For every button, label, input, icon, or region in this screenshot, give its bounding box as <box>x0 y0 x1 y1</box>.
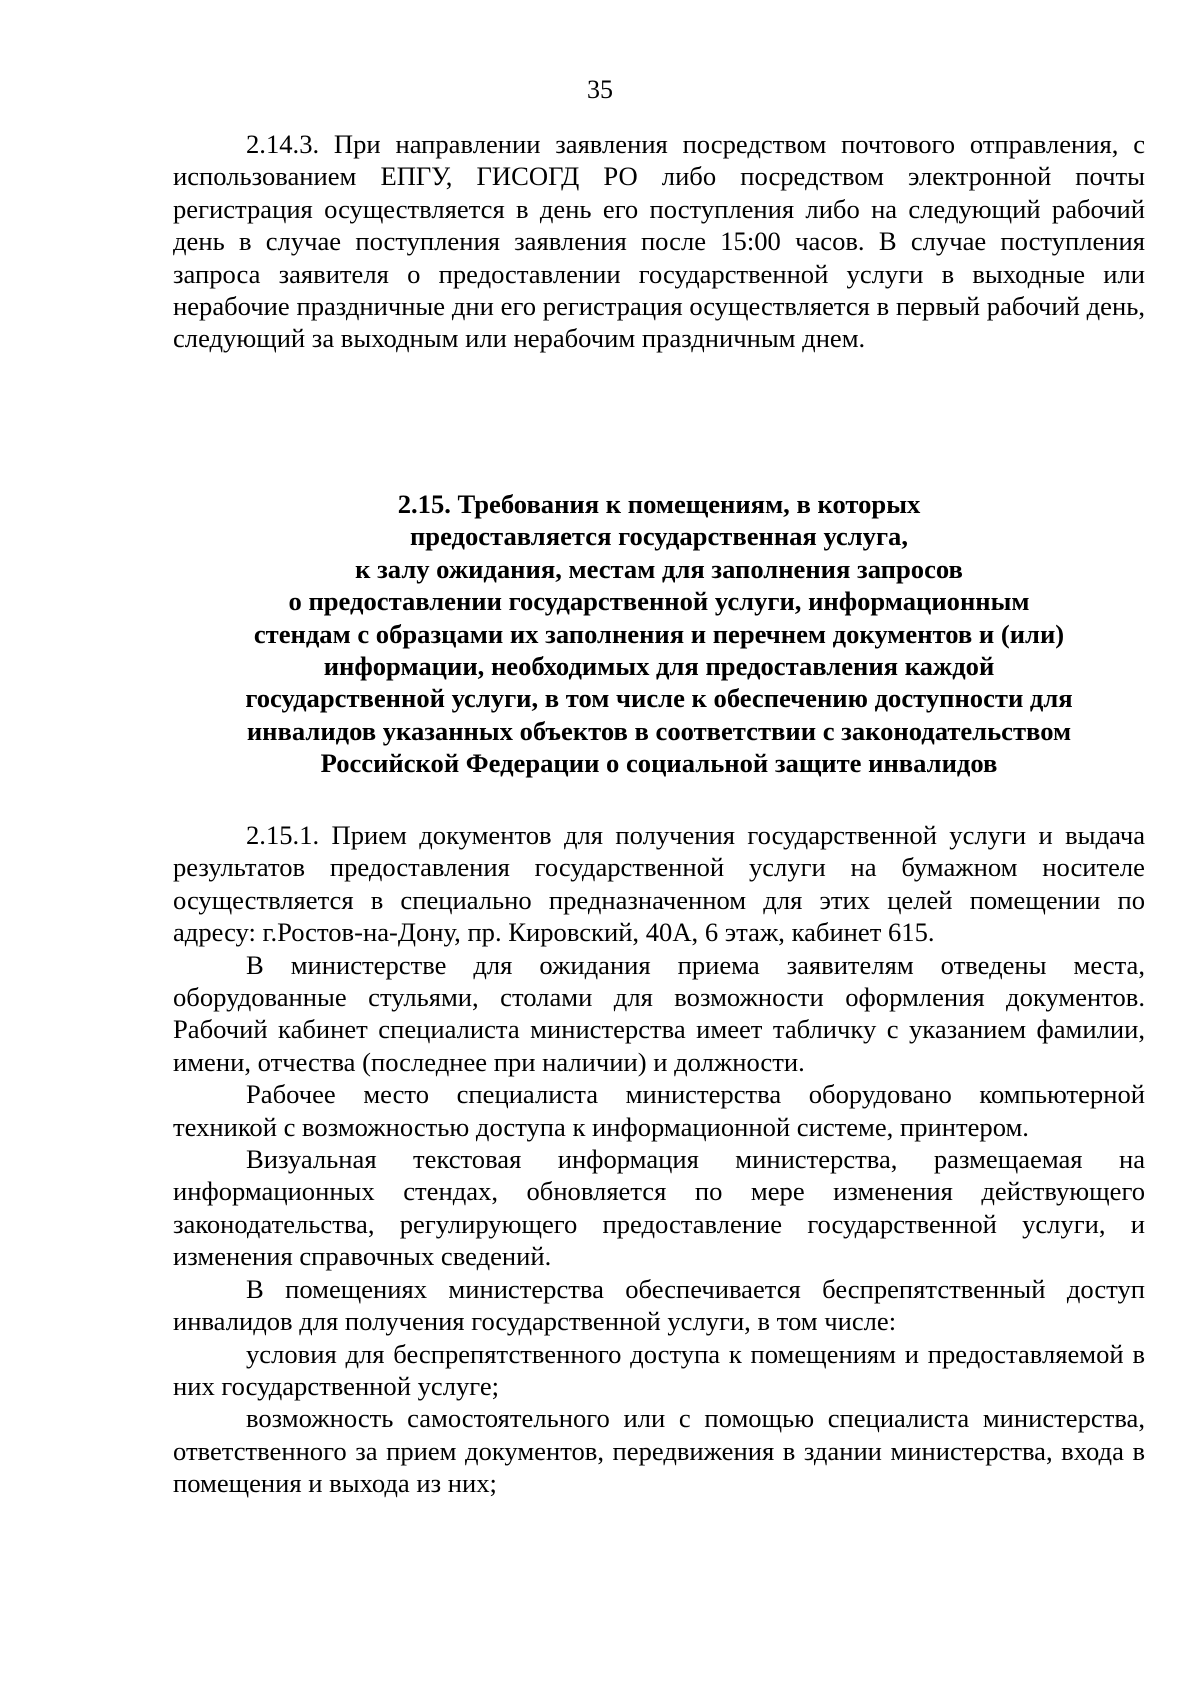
list-item-access-conditions: условия для беспрепятственного доступа к помещениям и предоставляемой в них государственной услуге; <box>173 1338 1145 1401</box>
paragraph-accessibility: В помещениях министерства обеспечивается беспрепятственный доступ инвалидов для получения государственной услуги, в том числе: <box>173 1273 1145 1337</box>
heading-line: к залу ожидания, местам для заполнения запросов <box>355 553 963 584</box>
paragraph-workplace: Рабочее место специалиста министерства оборудовано компьютерной техникой с возможностью доступа к информационной системе, принтером. <box>173 1079 1145 1142</box>
heading-line: информации, необходимых для предоставления каждой <box>323 651 995 682</box>
heading-line: государственной услуги, в том числе к обеспечению доступности для <box>245 683 1073 714</box>
section-heading-2-15 <box>173 488 1145 780</box>
heading-line: о предоставлении государственной услуги, информационным <box>288 586 1030 617</box>
paragraph-waiting-area: В министерстве для ожидания приема заявителям отведены места, оборудованные стульями, столами для возможности оформления документов. Рабочий кабинет специалиста министерства имеет табличку с указанием фамилии, имени, отчества (последнее при наличии) и должности. <box>173 949 1145 1077</box>
heading-line: предоставляется государственная услуга, <box>409 521 908 552</box>
heading-line: стендам с образцами их заполнения и перечнем документов и (или) <box>253 618 1065 649</box>
section-2-14-3 <box>173 128 1145 355</box>
heading-line: Российской Федерации о социальной защите инвалидов <box>320 748 998 779</box>
heading-line: 2.15. Требования к помещениям, в которых <box>397 489 921 519</box>
section-2-15-body <box>173 819 1145 1500</box>
paragraph-2-14-3: 2.14.3. При направлении заявления посредством почтового отправления, с использованием ЕПГУ, ГИСОГД РО либо посредством электронной почты регистрация осуществляется в день его поступления либо на следующий рабочий день в случае поступления заявления после 15:00 часов. В случае поступления запроса заявителя о предоставлении государственной услуги в выходные или нерабочие праздничные дни его регистрация осуществляется в первый рабочий день, следующий за выходным или нерабочим праздничным днем. <box>173 129 1145 354</box>
list-item-movement: возможность самостоятельного или с помощью специалиста министерства, ответственного за прием документов, передвижения в здании министерства, входа в помещения и выхода из них; <box>173 1403 1145 1499</box>
heading-line: инвалидов указанных объектов в соответствии с законодательством <box>246 715 1072 746</box>
paragraph-info-stands: Визуальная текстовая информация министерства, размещаемая на информационных стендах, обновляется по мере изменения действующего законодательства, регулирующего предоставление государственной услуги, и изменения справочных сведений. <box>173 1144 1145 1272</box>
page-number: 35 <box>587 75 613 104</box>
paragraph-2-15-1: 2.15.1. Прием документов для получения государственной услуги и выдача результатов предоставления государственной услуги на бумажном носителе осуществляется в специально предназначенном для этих целей помещении по адресу: г.Ростов-на-Дону, пр. Кировский, 40А, 6 этаж, кабинет 615. <box>173 820 1145 948</box>
